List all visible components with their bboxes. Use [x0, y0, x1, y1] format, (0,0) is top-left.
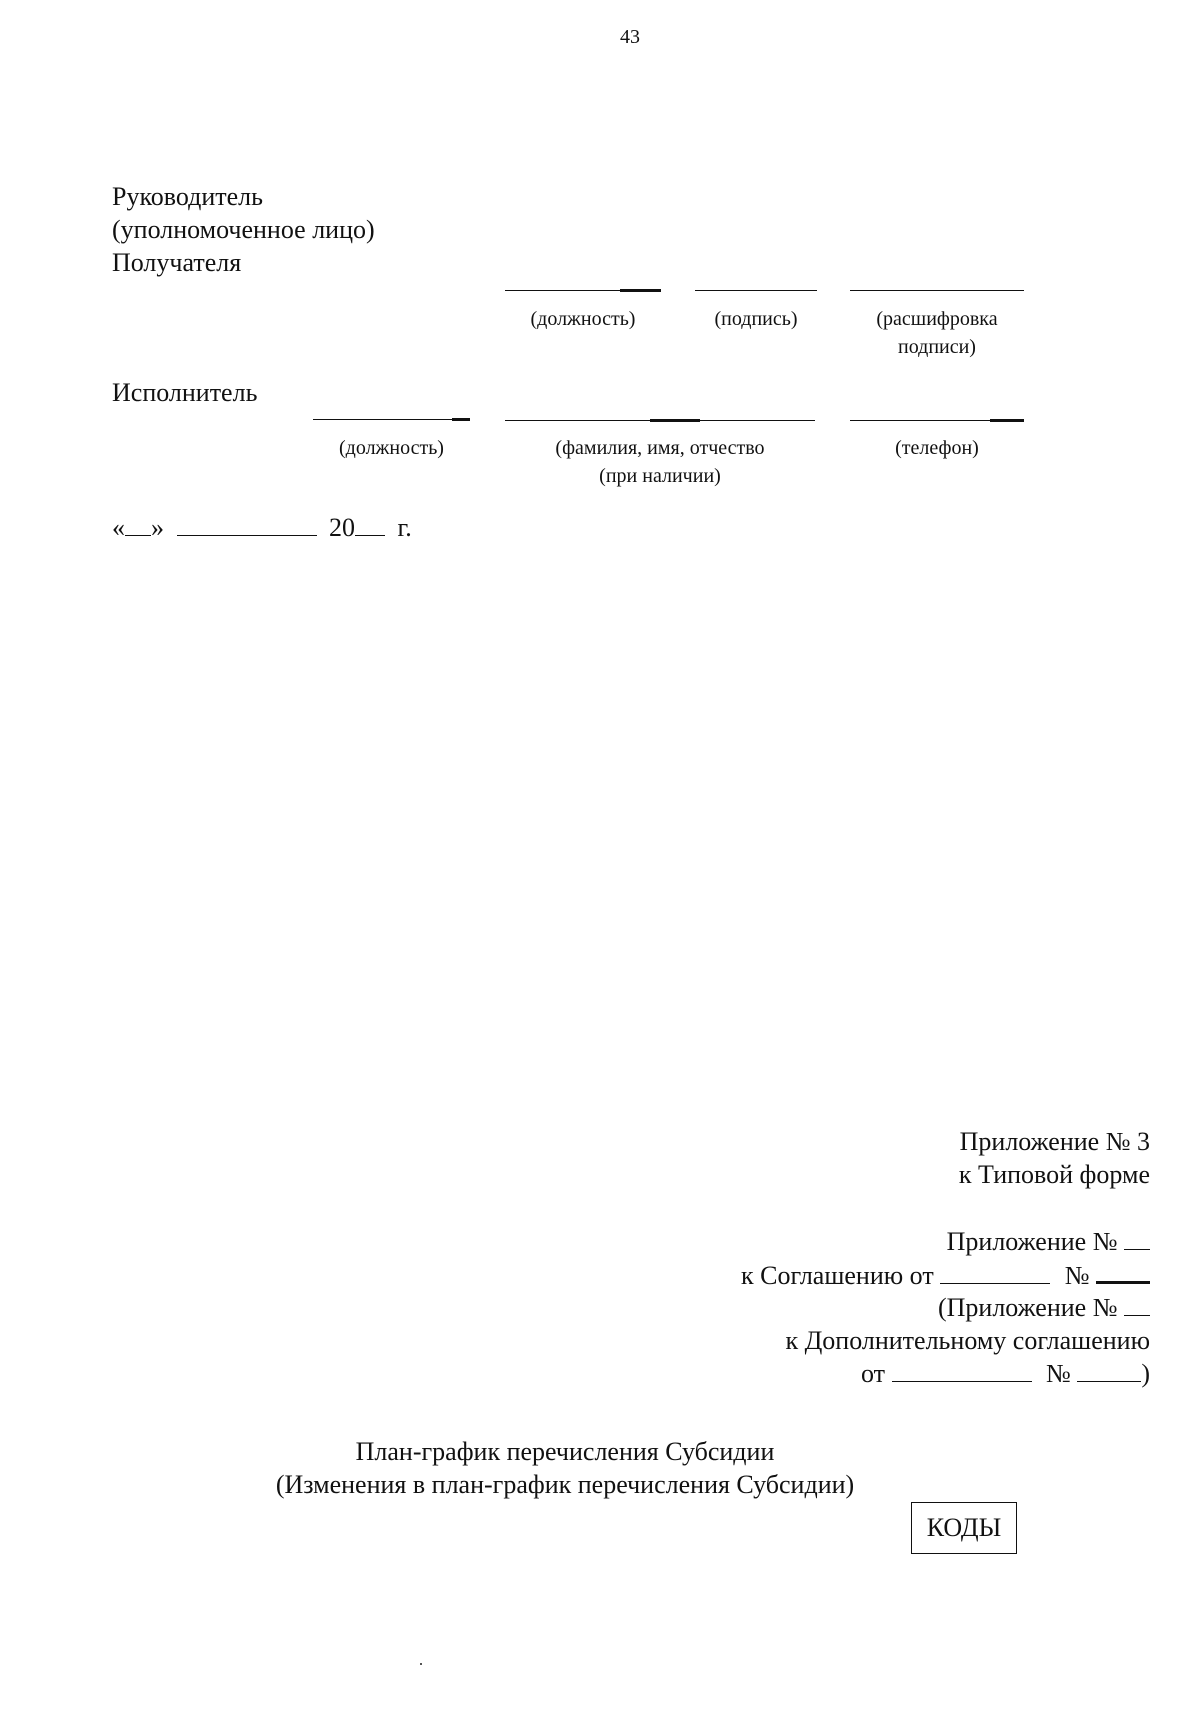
date-open-quote: «	[112, 513, 125, 542]
head-title-line-1: Руководитель	[112, 182, 263, 211]
codes-label: КОДЫ	[926, 1513, 1002, 1542]
head-decryption-caption-line-2: подписи)	[898, 336, 976, 358]
date-year-prefix: 20	[329, 513, 355, 542]
annex-agreement-date-field[interactable]	[940, 1261, 1050, 1284]
annex-line-5	[938, 1292, 1150, 1324]
annex-supplementary-number-field[interactable]	[1124, 1293, 1150, 1316]
date-year-suffix: г.	[397, 513, 412, 542]
annex-supplementary-number-sign: №	[1046, 1359, 1071, 1388]
annex-supplementary-date-field[interactable]	[892, 1359, 1032, 1382]
date-line	[112, 512, 412, 544]
head-decryption-caption-line-1: (расшифровка	[876, 308, 998, 330]
annex-line-2: к Типовой форме	[958, 1160, 1150, 1189]
executor-phone-field-accent	[990, 419, 1024, 422]
date-day-field[interactable]	[125, 513, 151, 536]
annex-closing-paren: )	[1141, 1359, 1150, 1388]
executor-fio-caption-line-2: (при наличии)	[599, 465, 721, 487]
executor-label: Исполнитель	[112, 378, 258, 407]
executor-position-field-accent	[452, 418, 470, 421]
annex-agreement-number-field[interactable]	[1096, 1259, 1150, 1284]
executor-fio-caption-line-1: (фамилия, имя, отчество	[555, 437, 765, 459]
date-year-field[interactable]	[355, 513, 385, 536]
annex-supplementary-agreement-number-field[interactable]	[1077, 1359, 1141, 1382]
document-subtitle: (Изменения в план-график перечисления Субсидии)	[275, 1470, 855, 1499]
head-position-caption: (должность)	[530, 308, 636, 330]
annex-agreement-number-sign: №	[1064, 1261, 1090, 1290]
head-position-field-accent	[620, 289, 661, 292]
annex-line-3	[947, 1226, 1150, 1258]
annex-number-field[interactable]	[1124, 1227, 1150, 1250]
annex-supplementary-label: (Приложение №	[937, 1293, 1118, 1322]
annex-agreement-label: Приложение №	[946, 1227, 1118, 1256]
executor-position-caption: (должность)	[339, 437, 444, 459]
annex-agreement-from-label: к Соглашению от	[741, 1261, 934, 1290]
executor-phone-caption: (телефон)	[895, 437, 979, 459]
annex-supplementary-from-label: от	[860, 1359, 886, 1388]
head-signature-field[interactable]	[695, 290, 817, 291]
annex-line-7	[861, 1358, 1150, 1390]
annex-line-6: к Дополнительному соглашению	[785, 1326, 1150, 1355]
executor-fio-field-accent	[650, 419, 700, 422]
date-month-field[interactable]	[177, 513, 317, 536]
head-decryption-field[interactable]	[850, 290, 1024, 291]
head-title-line-2: (уполномоченное лицо)	[112, 215, 375, 244]
head-title-line-3: Получателя	[112, 248, 242, 277]
date-close-quote: »	[151, 513, 164, 542]
document-title: План-график перечисления Субсидии	[355, 1437, 775, 1466]
codes-header-cell	[911, 1502, 1017, 1554]
scan-speck	[420, 1663, 422, 1665]
executor-position-field[interactable]	[313, 419, 470, 420]
annex-line-4	[741, 1259, 1150, 1292]
page-number: 43	[620, 26, 640, 48]
head-signature-caption: (подпись)	[714, 308, 798, 330]
annex-line-1: Приложение № 3	[959, 1127, 1150, 1156]
